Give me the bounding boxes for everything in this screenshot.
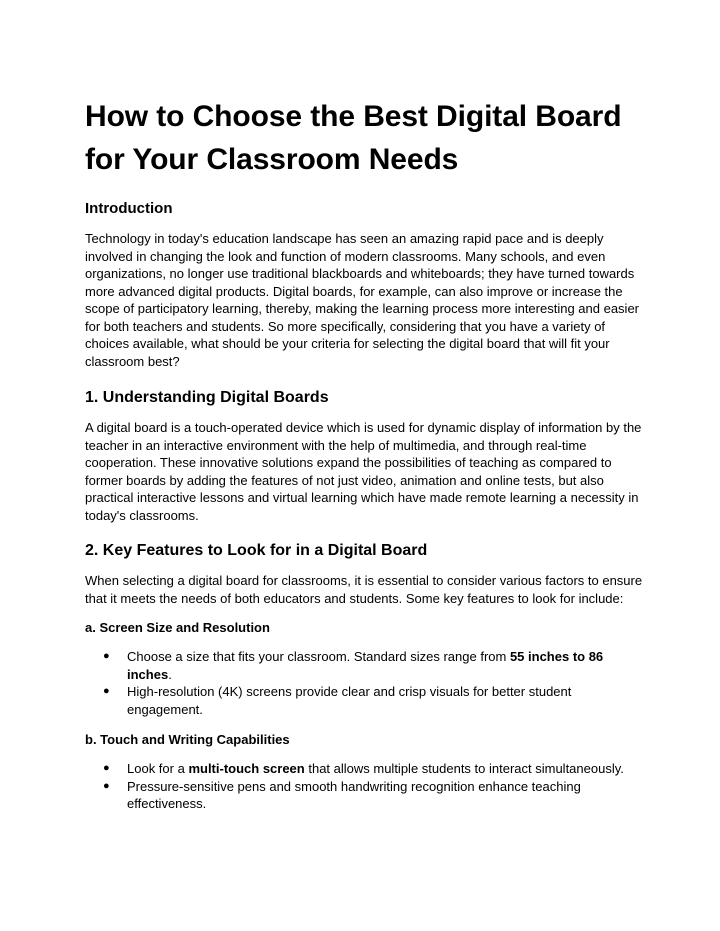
section2-paragraph: When selecting a digital board for classrooms, it is essential to consider various factors to ensure that it meets the needs of both educators and students. Some key features to look for include: xyxy=(85,573,643,606)
list-item xyxy=(85,760,645,778)
section1-paragraph: A digital board is a touch-operated device which is used for dynamic display of information by the teacher in an interactive environment with the help of multimedia, and through real-time cooperation. These innovative solutions expand the possibilities of teaching as compared to former boards by adding the features of not just video, animation and online tests, but also practical interactive lessons and virtual learning which have made remote learning a necessity in today's classrooms. xyxy=(85,420,642,523)
bullet-icon: ● xyxy=(103,762,110,774)
list-item xyxy=(85,683,645,718)
list-item-text: High-resolution (4K) screens provide clear and crisp visuals for better student engagement. xyxy=(127,684,572,717)
bullet-icon: ● xyxy=(103,779,110,792)
section1-heading: 1. Understanding Digital Boards xyxy=(85,389,329,406)
list-item xyxy=(85,778,645,813)
list-item-text: Pressure-sensitive pens and smooth handwriting recognition enhance teaching effectiveness. xyxy=(127,778,581,811)
section2-heading: 2. Key Features to Look for in a Digital Board xyxy=(85,542,428,559)
list-item-emphasis: 55 inches to 86 inches xyxy=(127,649,604,682)
subsection-b-heading: b. Touch and Writing Capabilities xyxy=(85,732,290,747)
subsection-b-list xyxy=(85,760,645,813)
list-item-text: . xyxy=(168,666,172,682)
intro-paragraph: Technology in today's education landscape has seen an amazing rapid pace and is deeply involved in changing the look and function of modern classrooms. Many schools, and even organizations, no longer use traditional blackboards and whiteboards; they have turned towards more advanced digital products. Digital boards, for example, can also improve or increase the scope of participatory learning, thereby, making the learning process more interesting and easier for both teachers and students. So more specifically, considering that you have a variety of choices available, what should be your criteria for selecting the digital board that will fit your classroom best? xyxy=(85,231,640,369)
list-item xyxy=(85,648,645,683)
list-item-text: Look for a xyxy=(127,761,189,776)
document-page xyxy=(85,95,645,813)
list-item-text: that allows multiple students to interact simultaneously. xyxy=(304,761,624,776)
bullet-icon: ● xyxy=(103,685,110,697)
list-item-text: Choose a size that fits your classroom. Standard sizes range from xyxy=(127,649,510,664)
page-title: How to Choose the Best Digital Board for Your Classroom Needs xyxy=(85,100,622,176)
intro-heading: Introduction xyxy=(85,200,173,217)
subsection-a-heading: a. Screen Size and Resolution xyxy=(85,620,270,635)
subsection-a-list xyxy=(85,648,645,718)
bullet-icon: ● xyxy=(103,650,110,662)
list-item-emphasis: multi-touch screen xyxy=(188,761,305,776)
